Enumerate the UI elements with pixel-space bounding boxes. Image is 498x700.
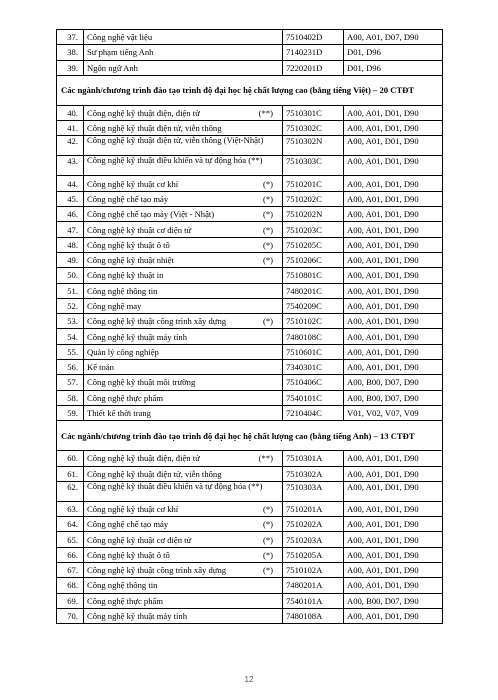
subject-combination: A00, A01, D01, D90	[344, 481, 443, 501]
subject-combination: A00, A01, D01, D90	[344, 360, 443, 375]
subject-combination: A00, A01, D01, D90	[344, 207, 443, 222]
subject-combination: A00, A01, D01, D90	[344, 314, 443, 329]
program-code: 7510202A	[283, 517, 344, 532]
subject-combination: D01, D96	[344, 45, 443, 60]
subject-combination: A00, A01, D01, D90	[344, 176, 443, 191]
row-number: 57.	[57, 375, 84, 390]
page-number: 12	[244, 675, 254, 684]
subject-combination: A00, A01, D01, D90	[344, 578, 443, 593]
row-number: 63.	[57, 501, 84, 516]
program-note-mark: (*)	[262, 534, 273, 545]
table-row	[57, 60, 443, 75]
table-row	[57, 30, 443, 45]
row-number: 48.	[57, 237, 84, 252]
program-note-mark: (**)	[258, 108, 273, 119]
table-row	[57, 608, 443, 623]
subject-combination: A00, A01, D01, D90	[344, 329, 443, 344]
program-code: 7510301C	[283, 105, 344, 120]
program-note-mark: (*)	[262, 224, 273, 235]
program-name: Công nghệ vật liệu	[84, 30, 283, 45]
program-code: 7540101A	[283, 593, 344, 608]
table-row	[57, 156, 443, 176]
row-number: 46.	[57, 207, 84, 222]
subject-combination: A00, A01, D01, D90	[344, 191, 443, 206]
program-name: Công nghệ kỹ thuật máy tính	[84, 608, 283, 623]
program-name: Kế toán	[84, 360, 283, 375]
program-code: 7510205C	[283, 237, 344, 252]
table-row	[57, 191, 443, 206]
table-row	[57, 593, 443, 608]
program-name: Thiết kế thời trang	[84, 405, 283, 420]
program-name: (**) Công nghệ kỹ thuật điện, điện tử	[84, 105, 283, 120]
program-name: Công nghệ kỹ thuật điện tử, viễn thông	[84, 466, 283, 481]
program-note-mark: (*)	[262, 565, 273, 576]
subject-combination: A00, A01, D01, D90	[344, 608, 443, 623]
program-code: 7510302A	[283, 466, 344, 481]
row-number: 70.	[57, 608, 84, 623]
row-number: 39.	[57, 60, 84, 75]
program-name: (*) Công nghệ chế tạo máy	[84, 191, 283, 206]
subject-combination: A00, A01, D01, D90	[344, 252, 443, 267]
row-number: 68.	[57, 578, 84, 593]
program-code: 7510202C	[283, 191, 344, 206]
subject-combination: A00, A01, D01, D90	[344, 517, 443, 532]
row-number: 59.	[57, 405, 84, 420]
program-code: 7510202N	[283, 207, 344, 222]
subject-combination: A00, A01, D01, D90	[344, 501, 443, 516]
table-row	[57, 481, 443, 501]
subject-combination: A00, A01, D01, D90	[344, 298, 443, 313]
row-number: 61.	[57, 466, 84, 481]
program-code: 7510203A	[283, 532, 344, 547]
row-number: 66.	[57, 547, 84, 562]
program-name: Công nghệ kỹ thuật máy tính	[84, 329, 283, 344]
program-name: Công nghệ may	[84, 298, 283, 313]
subject-combination: A00, A01, D01, D90	[344, 344, 443, 359]
program-name: (*) Công nghệ kỹ thuật nhiệt	[84, 252, 283, 267]
subject-combination: A00, A01, D01, D90	[344, 121, 443, 136]
subject-combination: A00, B00, D07, D90	[344, 375, 443, 390]
program-name: Công nghệ thông tin	[84, 578, 283, 593]
table-row	[57, 344, 443, 359]
subject-combination: A00, A01, D01, D90	[344, 222, 443, 237]
table-row	[57, 329, 443, 344]
table-row	[57, 547, 443, 562]
row-number: 58.	[57, 390, 84, 405]
program-name: (*) Công nghệ kỹ thuật ô tô	[84, 237, 283, 252]
subject-combination: A00, A01, D01, D90	[344, 156, 443, 176]
program-code: 7510406C	[283, 375, 344, 390]
table-row	[57, 176, 443, 191]
table-row	[57, 252, 443, 267]
section-header-row	[57, 421, 443, 451]
program-name: Công nghệ kỹ thuật điện tử, viễn thông (Việt-Nhật)	[84, 136, 283, 156]
subject-combination: A00, A01, D01, D90	[344, 105, 443, 120]
subject-combination: A00, A01, D07, D90	[344, 30, 443, 45]
table-row	[57, 466, 443, 481]
subject-combination: A00, A01, D01, D90	[344, 268, 443, 283]
program-name: Công nghệ thực phẩm	[84, 593, 283, 608]
program-code: 7480108C	[283, 329, 344, 344]
program-code: 7480108A	[283, 608, 344, 623]
row-number: 54.	[57, 329, 84, 344]
program-name: Công nghệ kỹ thuật điều khiển và tự động hóa (**)	[84, 156, 283, 176]
row-number: 47.	[57, 222, 84, 237]
row-number: 38.	[57, 45, 84, 60]
section-heading-english: Các ngành/chương trình đào tạo trình độ đại học hệ chất lượng cao (bằng tiếng Anh) – 13 CTĐT	[57, 421, 443, 451]
program-code: 7510303A	[283, 481, 344, 501]
row-number: 43.	[57, 156, 84, 176]
row-number: 42.	[57, 136, 84, 156]
row-number: 62.	[57, 481, 84, 501]
program-name: Công nghệ kỹ thuật điều khiển và tự động hóa (**)	[84, 481, 283, 501]
table-row	[57, 283, 443, 298]
program-name: (*) Công nghệ kỹ thuật cơ điện tử	[84, 532, 283, 547]
program-name: (*) Công nghệ kỹ thuật công trình xây dựng	[84, 314, 283, 329]
program-name: (**) Công nghệ kỹ thuật điện, điện tử	[84, 451, 283, 466]
program-code: 7540101C	[283, 390, 344, 405]
program-code: 7480201C	[283, 283, 344, 298]
program-name: Công nghệ kỹ thuật điện tử, viễn thông	[84, 121, 283, 136]
subject-combination: A00, A01, D01, D90	[344, 547, 443, 562]
program-name: Quản lý công nghiệp	[84, 344, 283, 359]
program-code: 7510303C	[283, 156, 344, 176]
table-row	[57, 578, 443, 593]
program-code: 7540209C	[283, 298, 344, 313]
subject-combination: A00, A01, D01, D90	[344, 532, 443, 547]
program-name: Ngôn ngữ Anh	[84, 60, 283, 75]
program-code: 7210404C	[283, 405, 344, 420]
program-name: Công nghệ kỹ thuật in	[84, 268, 283, 283]
table-row	[57, 222, 443, 237]
program-name: Sư phạm tiếng Anh	[84, 45, 283, 60]
table-row	[57, 405, 443, 420]
section-header-row	[57, 75, 443, 105]
program-note-mark: (*)	[262, 519, 273, 530]
subject-combination: D01, D96	[344, 60, 443, 75]
row-number: 51.	[57, 283, 84, 298]
subject-combination: A00, B00, D07, D90	[344, 390, 443, 405]
table-row	[57, 314, 443, 329]
program-code: 7480201A	[283, 578, 344, 593]
table-row	[57, 451, 443, 466]
table-row	[57, 207, 443, 222]
table-row	[57, 517, 443, 532]
subject-combination: A00, A01, D01, D90	[344, 136, 443, 156]
program-note-mark: (*)	[262, 255, 273, 266]
row-number: 41.	[57, 121, 84, 136]
row-number: 45.	[57, 191, 84, 206]
program-name: (*) Công nghệ kỹ thuật cơ khí	[84, 176, 283, 191]
program-name: (*) Công nghệ chế tạo máy (Việt - Nhật)	[84, 207, 283, 222]
program-name: (*) Công nghệ kỹ thuật ô tô	[84, 547, 283, 562]
table-row	[57, 375, 443, 390]
program-name: (*) Công nghệ kỹ thuật công trình xây dựng	[84, 563, 283, 578]
table-row	[57, 360, 443, 375]
row-number: 60.	[57, 451, 84, 466]
program-code: 7510301A	[283, 451, 344, 466]
program-code: 7510201A	[283, 501, 344, 516]
subject-combination: A00, B00, D07, D90	[344, 593, 443, 608]
program-name: (*) Công nghệ chế tạo máy	[84, 517, 283, 532]
subject-combination: A00, A01, D01, D90	[344, 237, 443, 252]
program-code: 7510201C	[283, 176, 344, 191]
program-code: 7510206C	[283, 252, 344, 267]
program-code: 7510205A	[283, 547, 344, 562]
table-row	[57, 501, 443, 516]
subject-combination: A00, A01, D01, D90	[344, 563, 443, 578]
row-number: 56.	[57, 360, 84, 375]
table-row	[57, 121, 443, 136]
program-code: 7510302N	[283, 136, 344, 156]
row-number: 55.	[57, 344, 84, 359]
row-number: 53.	[57, 314, 84, 329]
program-code: 7510601C	[283, 344, 344, 359]
program-code: 7510203C	[283, 222, 344, 237]
program-code: 7510302C	[283, 121, 344, 136]
subject-combination: A00, A01, D01, D90	[344, 451, 443, 466]
row-number: 49.	[57, 252, 84, 267]
program-code: 7510102C	[283, 314, 344, 329]
programs-table	[56, 29, 443, 624]
table-row	[57, 390, 443, 405]
table-row	[57, 136, 443, 156]
program-name: (*) Công nghệ kỹ thuật cơ khí	[84, 501, 283, 516]
row-number: 40.	[57, 105, 84, 120]
program-code: 7220201D	[283, 60, 344, 75]
program-code: 7510102A	[283, 563, 344, 578]
row-number: 52.	[57, 298, 84, 313]
program-name: Công nghệ thực phẩm	[84, 390, 283, 405]
row-number: 50.	[57, 268, 84, 283]
row-number: 65.	[57, 532, 84, 547]
table-row	[57, 268, 443, 283]
row-number: 37.	[57, 30, 84, 45]
subject-combination: A00, A01, D01, D90	[344, 283, 443, 298]
program-note-mark: (*)	[262, 178, 273, 189]
program-note-mark: (*)	[262, 193, 273, 204]
row-number: 64.	[57, 517, 84, 532]
program-note-mark: (*)	[262, 549, 273, 560]
subject-combination: V01, V02, V07, V09	[344, 405, 443, 420]
row-number: 44.	[57, 176, 84, 191]
program-code: 7510801C	[283, 268, 344, 283]
row-number: 67.	[57, 563, 84, 578]
program-name: (*) Công nghệ kỹ thuật cơ điện tử	[84, 222, 283, 237]
program-note-mark: (*)	[262, 239, 273, 250]
table-row	[57, 45, 443, 60]
program-code: 7340301C	[283, 360, 344, 375]
program-name: Công nghệ kỹ thuật môi trường	[84, 375, 283, 390]
table-row	[57, 237, 443, 252]
row-number: 69.	[57, 593, 84, 608]
table-row	[57, 563, 443, 578]
program-note-mark: (*)	[262, 503, 273, 514]
program-code: 7510402D	[283, 30, 344, 45]
program-note-mark: (*)	[262, 316, 273, 327]
program-name: Công nghệ thông tin	[84, 283, 283, 298]
program-note-mark: (**)	[258, 453, 273, 464]
table-row	[57, 105, 443, 120]
program-code: 7140231D	[283, 45, 344, 60]
subject-combination: A00, A01, D01, D90	[344, 466, 443, 481]
section-heading-vietnamese: Các ngành/chương trình đào tạo trình độ đại học hệ chất lượng cao (bằng tiếng Việt) – 20 CTĐT	[57, 75, 443, 105]
table-row	[57, 532, 443, 547]
table-row	[57, 298, 443, 313]
program-note-mark: (*)	[262, 209, 273, 220]
